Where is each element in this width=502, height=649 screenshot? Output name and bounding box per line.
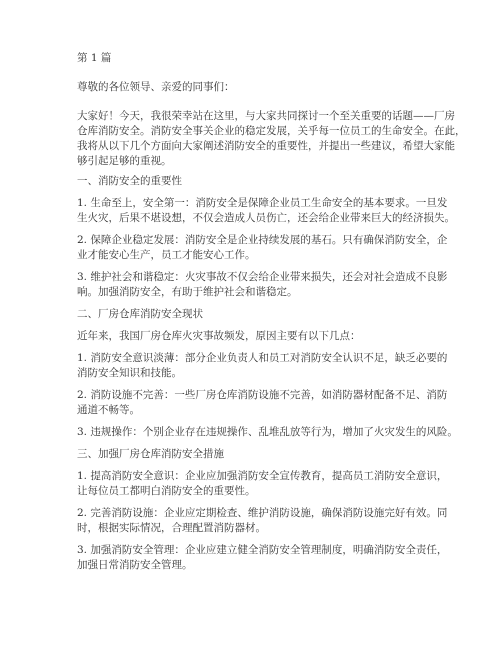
list-item-line: 消防安全知识和技能。 xyxy=(77,367,182,379)
list-item-line: 2. 保障企业稳定发展：消防安全是企业持续发展的基石。只有确保消防安全，企 xyxy=(77,234,448,246)
section-heading: 二、厂房仓库消防安全现状 xyxy=(77,308,203,320)
list-item-line: 业才能安心生产，员工才能安心工作。 xyxy=(77,249,256,261)
list-item-line: 1. 提高消防安全意识：企业应加强消防安全宣传教育，提高员工消防安全意识， xyxy=(77,470,448,482)
paragraph-line: 仓库消防安全。消防安全事关企业的稳定发展，关乎每一位员工的生命安全。在此， xyxy=(77,125,466,137)
heading-part-1: 第 1 篇 xyxy=(77,52,112,64)
list-item-line: 1. 生命至上，安全第一：消防安全是保障企业员工生命安全的基本要求。一旦发 xyxy=(77,197,448,209)
list-item-line: 让每位员工都明白消防安全的重要性。 xyxy=(77,485,256,497)
list-item-line: 生火灾，后果不堪设想，不仅会造成人员伤亡，还会给企业带来巨大的经济损失。 xyxy=(77,212,455,224)
salutation: 尊敬的各位领导、亲爱的同事们： xyxy=(77,81,235,93)
list-item-line: 3. 加强消防安全管理：企业应建立健全消防安全管理制度，明确消防安全责任， xyxy=(77,544,448,556)
list-item-line: 2. 消防设施不完善：一些厂房仓库消防设施不完善，如消防器材配备不足、消防 xyxy=(77,389,448,401)
paragraph-line: 大家好！今天，我很荣幸站在这里，与大家共同探讨一个至关重要的话题——厂房 xyxy=(77,110,455,122)
list-item-line: 响。加强消防安全，有助于维护社会和谐稳定。 xyxy=(77,286,298,298)
list-item-line: 时，根据实际情况，合理配置消防器材。 xyxy=(77,522,266,534)
paragraph-line: 我将从以下几个方面向大家阐述消防安全的重要性，并提出一些建议，希望大家能 xyxy=(77,140,455,152)
list-item-line: 加强日常消防安全管理。 xyxy=(77,559,193,571)
list-item-line: 3. 维护社会和谐稳定：火灾事故不仅会给企业带来损失，还会对社会造成不良影 xyxy=(77,271,448,283)
list-item-line: 2. 完善消防设施：企业应定期检查、维护消防设施，确保消防设施完好有效。同 xyxy=(77,507,448,519)
section-heading: 一、消防安全的重要性 xyxy=(77,175,182,187)
list-item-line: 通道不畅等。 xyxy=(77,404,140,416)
paragraph-line: 近年来，我国厂房仓库火灾事故频发，原因主要有以下几点： xyxy=(77,330,361,342)
paragraph-line: 够引起足够的重视。 xyxy=(77,155,172,167)
section-heading: 三、加强厂房仓库消防安全措施 xyxy=(77,448,224,460)
list-item-line: 3. 违规操作：个别企业存在违规操作、乱堆乱放等行为，增加了火灾发生的风险。 xyxy=(77,426,458,438)
list-item-line: 1. 消防安全意识淡薄：部分企业负责人和员工对消防安全认识不足，缺乏必要的 xyxy=(77,352,448,364)
